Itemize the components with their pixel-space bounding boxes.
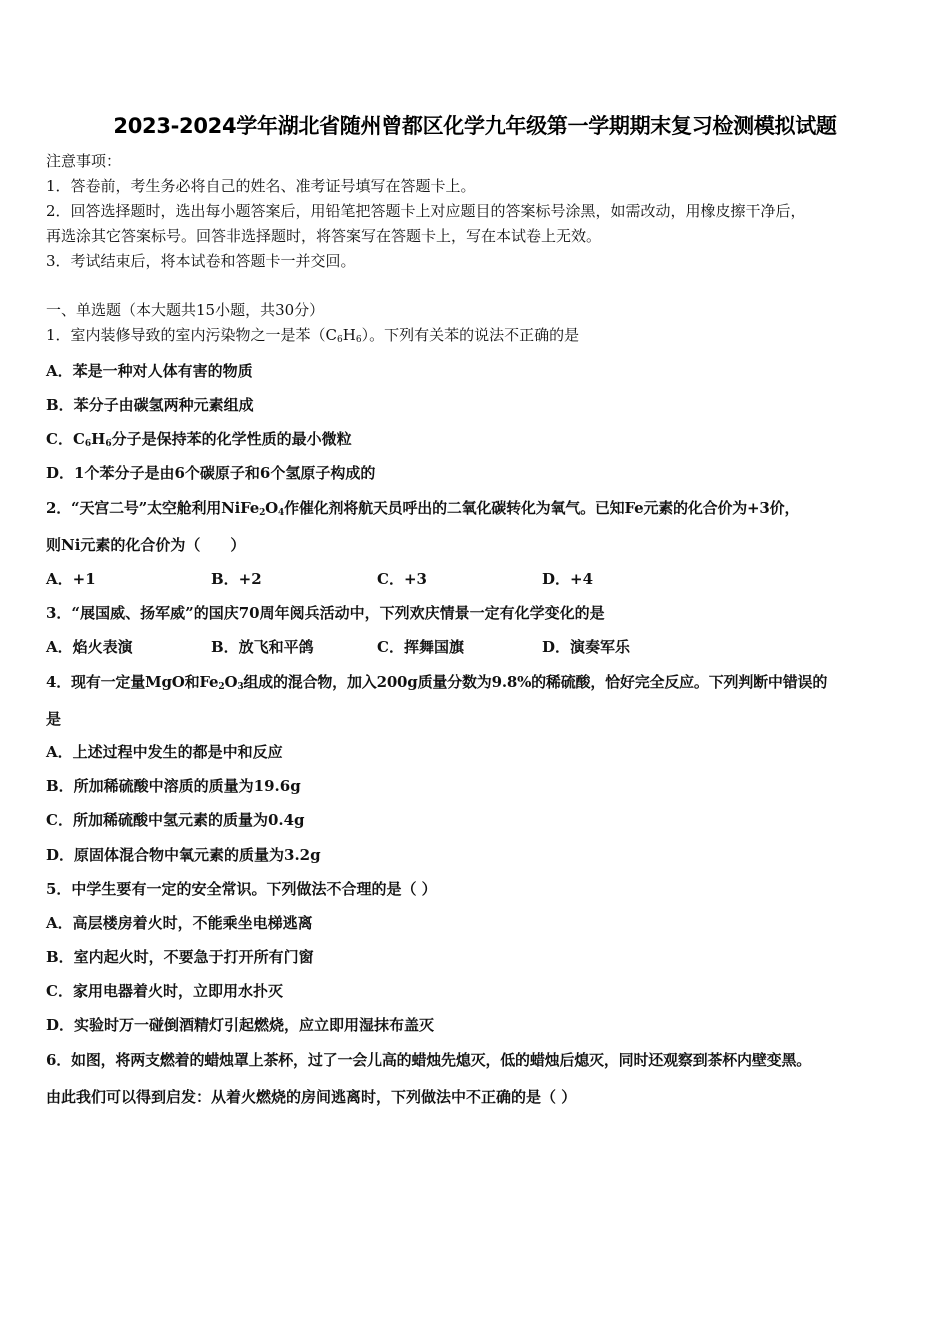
question-5-option-b: B．室内起火时，不要急于打开所有门窗 — [46, 948, 314, 966]
question-3-option-b: B．放飞和平鸽 — [211, 638, 314, 656]
notes-item-1: 1．答卷前，考生务必将自己的姓名、准考证号填写在答题卡上。 — [46, 177, 476, 195]
q2-stem-prefix: 2．“天宫二号”太空舱利用NiFe — [46, 499, 260, 517]
notes-item-2-cont: 再选涂其它答案标号。回答非选择题时，将答案写在答题卡上，写在本试卷上无效。 — [46, 227, 602, 245]
q1-stem-prefix: 1．室内装修导致的室内污染物之一是苯（C — [46, 326, 338, 344]
question-4-option-c: C．所加稀硫酸中氢元素的质量为0.4g — [46, 811, 305, 829]
q4-stem-suffix: 组成的混合物，加入200g质量分数为9.8%的稀硫酸，恰好完全反应。下列判断中错误的 — [243, 673, 828, 691]
question-5-option-a: A．高层楼房着火时，不能乘坐电梯逃离 — [46, 914, 313, 932]
question-3-option-d: D．演奏军乐 — [542, 638, 631, 656]
question-6-stem-line1: 6．如图，将两支燃着的蜡烛罩上茶杯，过了一会儿高的蜡烛先熄灭，低的蜡烛后熄灭，同时还观察到茶杯内壁变黑。 — [46, 1051, 812, 1069]
question-5-option-d: D．实验时万一碰倒酒精灯引起燃烧，应立即用湿抹布盖灭 — [46, 1016, 435, 1034]
question-6-stem-line2: 由此我们可以得到启发：从着火燃烧的房间逃离时，下列做法中不正确的是（ ） — [46, 1088, 577, 1106]
q1c-prefix: C．C — [46, 430, 85, 448]
q1-sub2: 6 — [355, 335, 362, 345]
question-4-option-a: A．上述过程中发生的都是中和反应 — [46, 743, 283, 761]
q1-stem-suffix: ）。下列有关苯的说法不正确的是 — [361, 326, 580, 344]
question-2-option-a: A．+1 — [46, 570, 96, 588]
notes-heading: 注意事项： — [46, 152, 122, 170]
question-1-stem — [46, 325, 579, 345]
q2-stem-mid: O — [265, 499, 279, 517]
q1-sub1: 6 — [337, 335, 343, 345]
question-1-option-c — [46, 429, 352, 449]
question-5-option-c: C．家用电器着火时，立即用水扑灭 — [46, 982, 283, 1000]
question-2-option-d: D．+4 — [542, 570, 594, 588]
question-4-option-b: B．所加稀硫酸中溶质的质量为19.6g — [46, 777, 301, 795]
q2-sub2: 4 — [278, 508, 285, 518]
q1c-sub2: 6 — [105, 439, 112, 449]
question-2-stem-line1 — [46, 498, 799, 518]
question-1-option-b: B．苯分子由碳氢两种元素组成 — [46, 396, 254, 414]
question-3-option-c: C．挥舞国旗 — [377, 638, 464, 656]
notes-item-2: 2．回答选择题时，选出每小题答案后，用铅笔把答题卡上对应题目的答案标号涂黑，如需改动，用橡皮擦干净后， — [46, 202, 806, 220]
q1c-sub1: 6 — [84, 439, 92, 449]
question-1-option-a: A．苯是一种对人体有害的物质 — [46, 362, 253, 380]
question-1-option-d: D．1个苯分子是由6个碳原子和6个氢原子构成的 — [46, 464, 376, 482]
q2-sub1: 2 — [259, 508, 266, 518]
q1c-mid: H — [91, 430, 106, 448]
question-4-stem-line2: 是 — [46, 710, 62, 728]
q1c-suffix: 分子是保持苯的化学性质的最小微粒 — [111, 430, 352, 448]
q2-stem-suffix: 作催化剂将航天员呼出的二氧化碳转化为氧气。已知Fe元素的化合价为+3价， — [284, 499, 800, 517]
question-4-option-d: D．原固体混合物中氧元素的质量为3.2g — [46, 846, 321, 864]
q4-sub1: 2 — [218, 682, 225, 692]
notes-item-3: 3．考试结束后，将本试卷和答题卡一并交回。 — [46, 252, 356, 270]
question-5-stem: 5．中学生要有一定的安全常识。下列做法不合理的是（ ） — [46, 880, 437, 898]
question-2-stem-line2: 则Ni元素的化合价为（ ） — [46, 536, 246, 554]
question-3-stem: 3．“展国威、扬军威”的国庆70周年阅兵活动中，下列欢庆情景一定有化学变化的是 — [46, 604, 605, 622]
question-4-stem-line1 — [46, 672, 827, 692]
question-2-option-b: B．+2 — [211, 570, 262, 588]
question-3-option-a: A．焰火表演 — [46, 638, 133, 656]
question-2-option-c: C．+3 — [377, 570, 427, 588]
exam-title: 2023-2024学年湖北省随州曾都区化学九年级第一学期期末复习检测模拟试题 — [113, 114, 837, 138]
q4-sub2: 3 — [237, 682, 244, 692]
section-heading: 一、单选题（本大题共15小题，共30分） — [46, 301, 325, 319]
q1-stem-mid: H — [342, 326, 356, 344]
q4-stem-mid: O — [224, 673, 238, 691]
q4-stem-prefix: 4．现有一定量MgO和Fe — [46, 673, 219, 691]
